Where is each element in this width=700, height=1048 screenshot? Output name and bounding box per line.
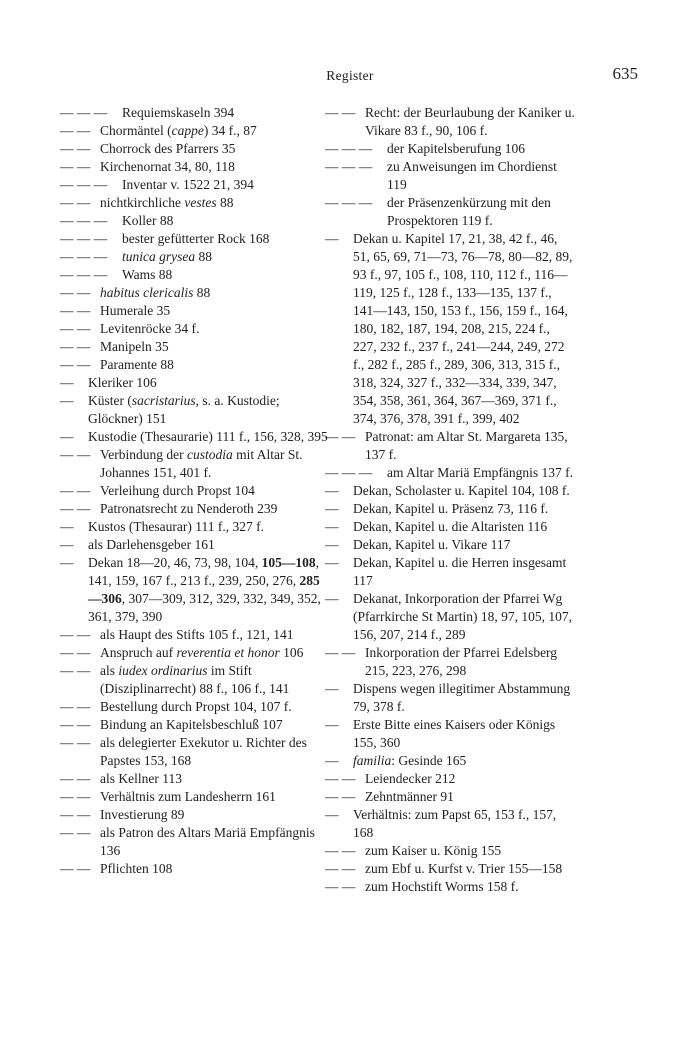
entry-text: Pflichten 108 [100,861,173,876]
index-entry [60,140,330,158]
entry-text: Verhältnis: zum Papst 65, 153 f., 157, 168 [353,807,557,840]
index-entry [60,284,330,302]
entry-dash: — — — [325,159,373,174]
index-entry [325,230,575,428]
entry-dash: — — [60,861,91,876]
entry-text: Koller 88 [122,213,174,228]
entry-text: als delegierter Exekutor u. Richter des Papstes 153, 168 [100,735,307,768]
entry-dash: — — [60,735,91,750]
entry-dash: — — [60,339,91,354]
entry-dash: — — — [60,267,108,282]
entry-dash: — — [60,663,91,678]
page-number: 635 [612,64,638,83]
entry-text: Verhältnis zum Landesherrn 161 [100,789,276,804]
entry-text: Wams 88 [122,267,173,282]
entry-text: Kleriker 106 [88,375,157,390]
entry-dash: — — [60,321,91,336]
entry-dash: — — — [325,195,373,210]
entry-dash: — — — [60,105,108,120]
entry-dash: — [325,501,339,516]
entry-dash: — — [60,447,91,462]
entry-text: Paramente 88 [100,357,174,372]
entry-text: zum Hochstift Worms 158 f. [365,879,519,894]
entry-text: bester gefütterter Rock 168 [122,231,270,246]
entry-text: Chormäntel (cappe) 34 f., 87 [100,123,257,138]
index-entry [60,248,330,266]
entry-dash: — — — [60,213,108,228]
entry-text: Humerale 35 [100,303,171,318]
entry-dash: — — [325,771,356,786]
entry-text: Dekan, Kapitel u. die Herren insgesamt 117 [353,555,567,588]
index-entry [60,374,330,392]
index-entry [60,176,330,194]
entry-dash: — — — [325,141,373,156]
entry-dash: — — [60,483,91,498]
entry-dash: — [60,519,74,534]
entry-dash: — — [60,303,91,318]
entry-dash: — [325,807,339,822]
entry-text: als Haupt des Stifts 105 f., 121, 141 [100,627,294,642]
entry-text: Anspruch auf reverentia et honor 106 [100,645,304,660]
entry-text: zum Ebf u. Kurfst v. Trier 155—158 [365,861,563,876]
index-entry [325,500,575,518]
entry-text: als Patron des Altars Mariä Empfängnis 136 [100,825,315,858]
index-entry [325,428,575,464]
index-entry [325,536,575,554]
index-entry [60,626,330,644]
index-entry [325,680,575,716]
entry-dash: — — [60,771,91,786]
index-entry [325,788,575,806]
index-entry [60,212,330,230]
running-header: Register [326,68,374,83]
index-entry [60,482,330,500]
entry-dash: — [60,429,74,444]
entry-dash: — [325,519,339,534]
entry-text: Dispens wegen illegitimer Abstammung 79, 378 f. [353,681,571,714]
entry-text: Levitenröcke 34 f. [100,321,200,336]
index-entry [60,698,330,716]
index-entry [60,158,330,176]
entry-dash: — [60,375,74,390]
entry-dash: — — — [325,465,373,480]
entry-dash: — — [60,789,91,804]
entry-dash: — — [60,645,91,660]
entry-text: Patronat: am Altar St. Margareta 135, 137 f. [365,429,568,462]
index-entry [325,104,575,140]
index-entry [325,140,575,158]
entry-dash: — — [60,699,91,714]
entry-dash: — — — [60,231,108,246]
index-entry [60,518,330,536]
entry-dash: — — [60,807,91,822]
index-entry [325,752,575,770]
entry-text: zum Kaiser u. König 155 [365,843,502,858]
entry-dash: — — [60,357,91,372]
entry-dash: — [325,681,339,696]
entry-text: als iudex ordinarius im Stift (Disziplinarrecht) 88 f., 106 f., 141 [100,663,290,696]
entry-dash: — [60,555,74,570]
index-entry [325,842,575,860]
index-entry [60,320,330,338]
entry-text: Bindung an Kapitelsbeschluß 107 [100,717,283,732]
entry-dash: — [325,555,339,570]
entry-dash: — — [60,501,91,516]
entry-text: der Kapitelsberufung 106 [387,141,525,156]
index-entry [60,392,330,428]
entry-text: Dekan u. Kapitel 17, 21, 38, 42 f., 46, 51, 65, 69, 71—73, 76—78, 80—82, 89, 93 f., 97, 105 f., 108, 110, 112 f., 116—119, 125 f., 128 f., 133—135, 137 f., 141—143, 150, 153 f., 156, 159 f., 164, 180, 182, 187, 194, 208, 215, 224 f., 227, 232 f., 237 f., 241—244, 249, 272 f., 282 f., 285 f., 289, 306, 313, 315 f., 318, 324, 327 f., 332—334, 339, 347, 354, 358, 361, 364, 367—369, 371 f., 374, 376, 378, 391 f., 399, 402 [353,231,573,426]
entry-dash: — — — [60,177,108,192]
entry-dash: — — [60,123,91,138]
index-entry [325,860,575,878]
index-entry [60,266,330,284]
index-entry [325,716,575,752]
index-entry [60,536,330,554]
index-entry [325,590,575,644]
index-entry [325,878,575,896]
entry-dash: — — [60,141,91,156]
entry-text: Dekan, Kapitel u. die Altaristen 116 [353,519,548,534]
entry-dash: — [325,537,339,552]
index-entry [60,356,330,374]
entry-text: Recht: der Beurlaubung der Kaniker u. Vikare 83 f., 90, 106 f. [365,105,575,138]
entry-dash: — — [325,879,356,894]
index-entry [325,644,575,680]
entry-text: Zehntmänner 91 [365,789,454,804]
entry-text: Inventar v. 1522 21, 394 [122,177,254,192]
entry-dash: — — [60,285,91,300]
entry-text: Kirchenornat 34, 80, 118 [100,159,235,174]
entry-dash: — — [60,825,91,840]
entry-text: Dekan, Kapitel u. Präsenz 73, 116 f. [353,501,549,516]
entry-text: Bestellung durch Propst 104, 107 f. [100,699,292,714]
entry-dash: — [325,753,339,768]
index-entry [60,302,330,320]
entry-text: Dekan, Kapitel u. Vikare 117 [353,537,511,552]
entry-text: Dekan 18—20, 46, 73, 98, 104, 105—108, 141, 159, 167 f., 213 f., 239, 250, 276, 285—306, 307—309, 312, 329, 332, 349, 352, 361, 379, 390 [88,555,321,624]
index-entry [60,122,330,140]
entry-text: Kustodie (Thesaurarie) 111 f., 156, 328, 395 [88,429,328,444]
index-entry [60,770,330,788]
entry-dash: — — [325,843,356,858]
entry-text: Patronatsrecht zu Nenderoth 239 [100,501,278,516]
index-entry [325,194,575,230]
entry-dash: — — [325,105,356,120]
index-entry [60,860,330,878]
entry-text: Erste Bitte eines Kaisers oder Königs 155, 360 [353,717,556,750]
entry-dash: — — [325,645,356,660]
entry-dash: — — [60,717,91,732]
index-entry [325,464,575,482]
entry-text: Verleihung durch Propst 104 [100,483,255,498]
entry-text: Manipeln 35 [100,339,169,354]
entry-dash: — — [60,159,91,174]
index-column-left [60,104,330,878]
index-entry [325,806,575,842]
entry-text: Dekanat, Inkorporation der Pfarrei Wg (Pfarrkirche St Martin) 18, 97, 105, 107, 156, 207, 214 f., 289 [353,591,572,642]
entry-dash: — — [325,429,356,444]
entry-text: Verbindung der custodia mit Altar St. Johannes 151, 401 f. [100,447,303,480]
entry-text: als Kellner 113 [100,771,182,786]
index-entry [60,194,330,212]
index-entry [60,824,330,860]
index-entry [60,500,330,518]
entry-dash: — — [325,861,356,876]
entry-text: tunica grysea 88 [122,249,212,264]
entry-text: Requiemskaseln 394 [122,105,235,120]
entry-text: Chorrock des Pfarrers 35 [100,141,236,156]
entry-text: der Präsenzenkürzung mit den Prospektoren 119 f. [387,195,551,228]
entry-dash: — [325,591,339,606]
index-entry [60,104,330,122]
index-entry [60,806,330,824]
entry-text: Inkorporation der Pfarrei Edelsberg 215, 223, 276, 298 [365,645,558,678]
entry-dash: — — [60,627,91,642]
index-column-right [325,104,575,896]
index-entry [325,554,575,590]
index-entry [60,716,330,734]
index-entry [60,338,330,356]
index-entry [60,554,330,626]
entry-text: Investierung 89 [100,807,185,822]
entry-dash: — [325,483,339,498]
entry-text: nichtkirchliche vestes 88 [100,195,234,210]
index-entry [60,428,330,446]
entry-text: zu Anweisungen im Chordienst 119 [387,159,557,192]
entry-dash: — — — [60,249,108,264]
index-entry [60,662,330,698]
entry-text: Kustos (Thesaurar) 111 f., 327 f. [88,519,264,534]
index-entry [325,482,575,500]
entry-text: familia: Gesinde 165 [353,753,467,768]
index-entry [325,770,575,788]
entry-dash: — — [325,789,356,804]
entry-text: Leiendecker 212 [365,771,456,786]
entry-dash: — [325,717,339,732]
index-entry [325,158,575,194]
index-entry [60,734,330,770]
index-entry [60,788,330,806]
entry-text: Küster (sacristarius, s. a. Kustodie; Glöckner) 151 [88,393,280,426]
entry-text: Dekan, Scholaster u. Kapitel 104, 108 f. [353,483,570,498]
entry-text: als Darlehensgeber 161 [88,537,215,552]
entry-text: habitus clericalis 88 [100,285,211,300]
index-entry [60,446,330,482]
entry-dash: — [60,393,74,408]
entry-text: am Altar Mariä Empfängnis 137 f. [387,465,573,480]
index-entry [60,230,330,248]
entry-dash: — — [60,195,91,210]
entry-dash: — [60,537,74,552]
entry-dash: — [325,231,339,246]
index-entry [325,518,575,536]
index-entry [60,644,330,662]
